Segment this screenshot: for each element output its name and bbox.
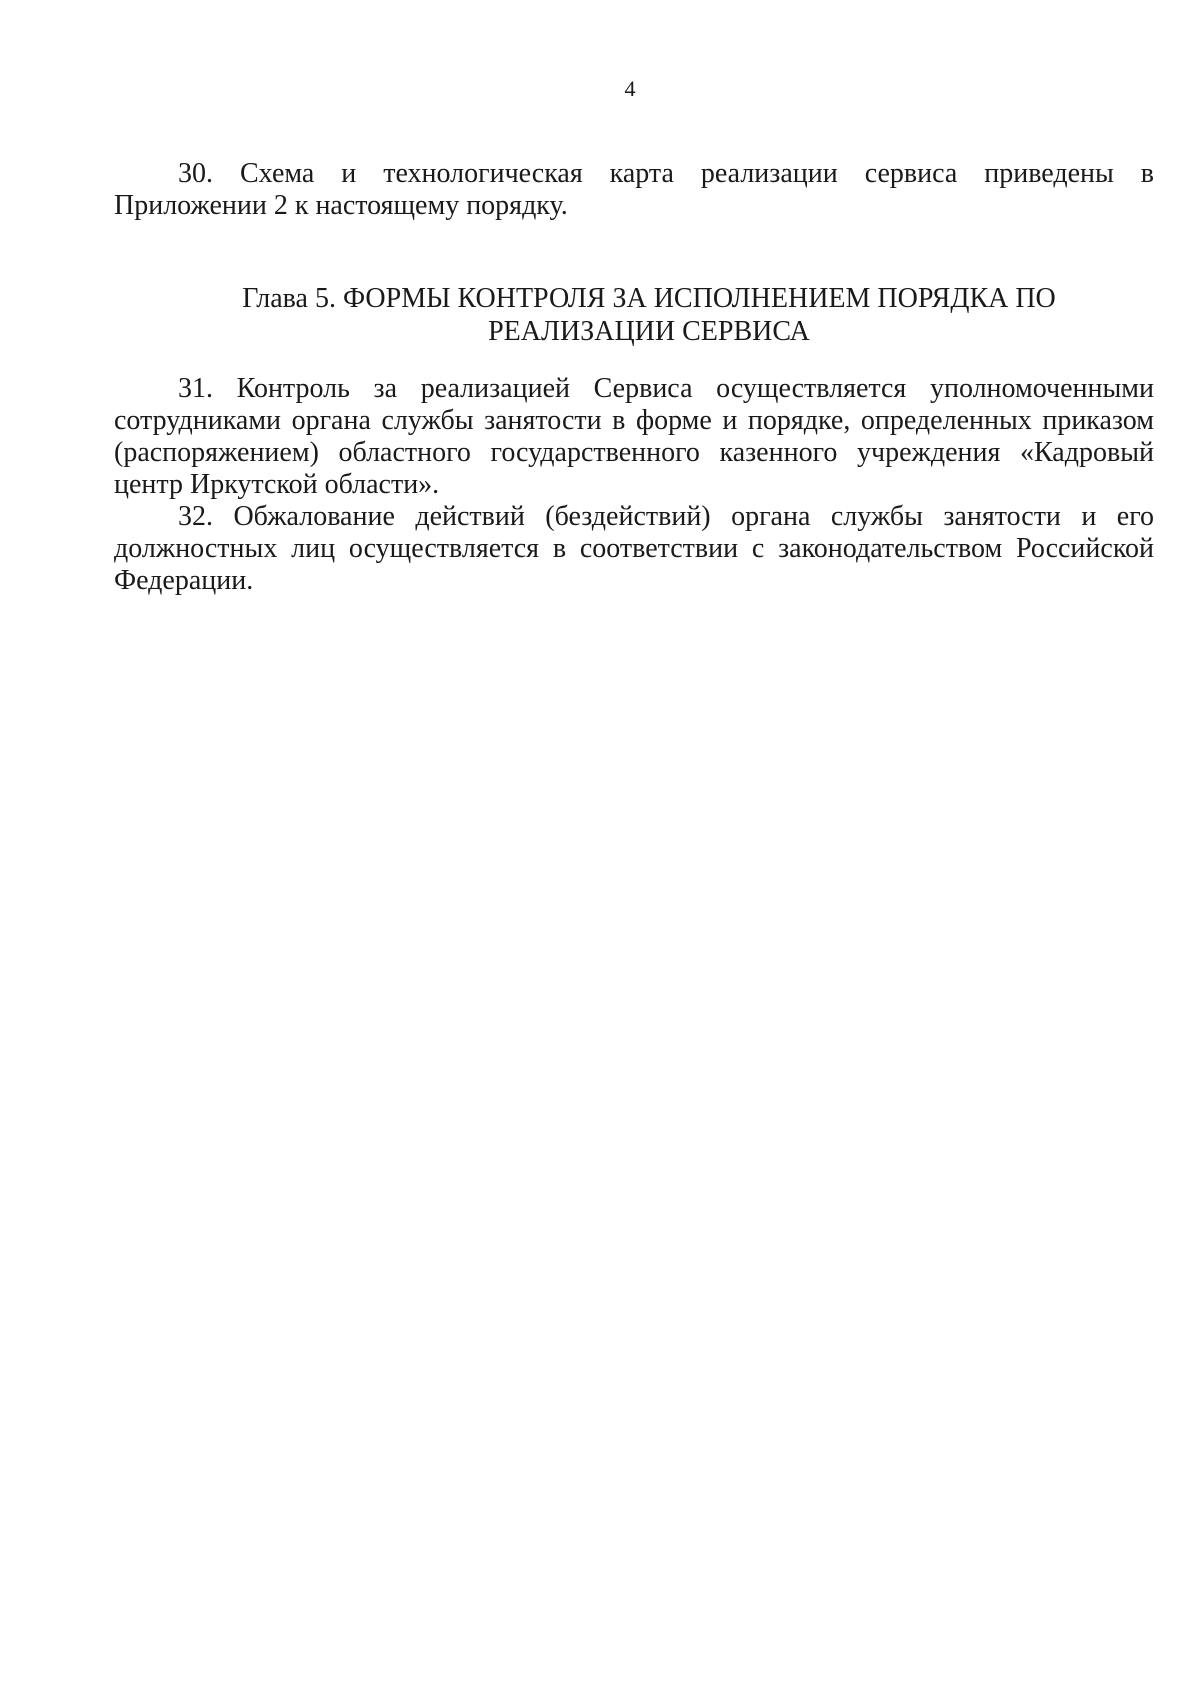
chapter-title — [114, 282, 1154, 348]
chapter-title-line-1: Глава 5. ФОРМЫ КОНТРОЛЯ ЗА ИСПОЛНЕНИЕМ ПОРЯДКА ПО — [242, 283, 1056, 314]
document-body — [114, 158, 1154, 597]
chapter-title-line-2: РЕАЛИЗАЦИИ СЕРВИСА — [488, 316, 810, 347]
paragraph-32: 32. Обжалование действий (бездействий) органа службы занятости и его должностных лиц осуществляется в соответствии с законодательством Российской Федерации. — [114, 501, 1154, 596]
paragraph-30: 30. Схема и технологическая карта реализации сервиса приведены в Приложении 2 к настоящему порядку. — [114, 158, 1154, 221]
page-number: 4 — [624, 76, 636, 101]
paragraph-31: 31. Контроль за реализацией Сервиса осуществляется уполномоченными сотрудниками органа службы занятости в форме и порядке, определенных приказом (распоряжением) областного государственного казенного учреждения «Кадровый центр Иркутской области». — [114, 373, 1154, 500]
